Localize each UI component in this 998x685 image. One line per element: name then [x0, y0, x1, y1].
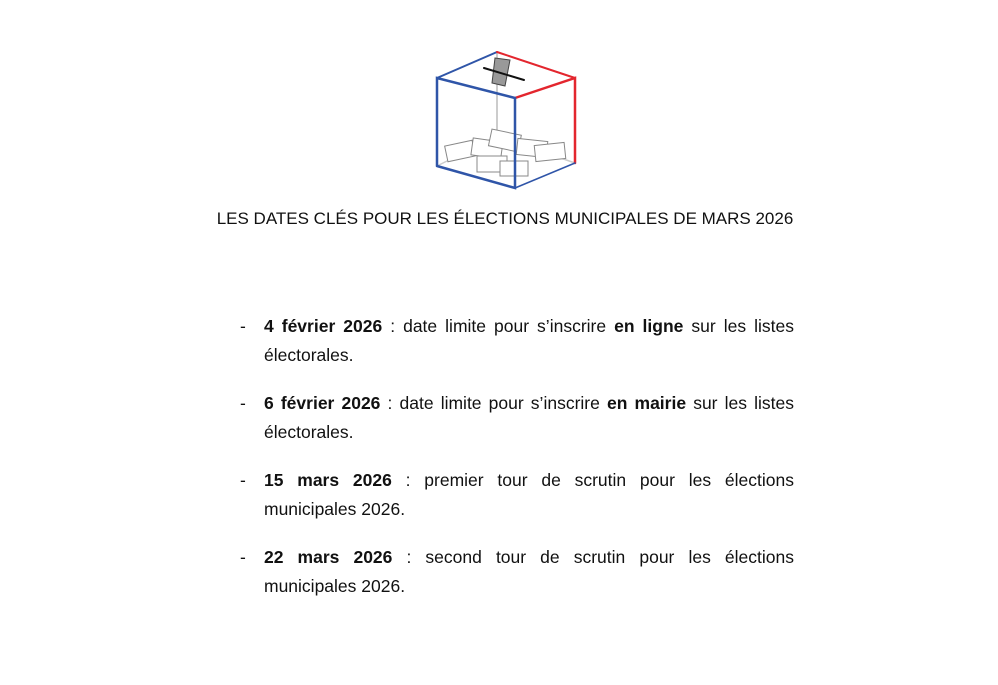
item-text: sur les listes électorales.: [264, 393, 794, 442]
date: 22 mars 2026: [264, 547, 393, 567]
item-text: : date limite pour s’inscrire: [380, 393, 607, 413]
dash-bullet: -: [240, 470, 246, 490]
dash-bullet: -: [240, 393, 246, 413]
dash-bullet: -: [240, 316, 246, 336]
key-dates-list: [240, 312, 794, 620]
list-item: [240, 312, 794, 370]
item-text: : premier tour de scrutin pour les élections municipales 2026.: [264, 470, 794, 519]
dash-bullet: -: [240, 547, 246, 567]
list-item: [240, 543, 794, 601]
page-title: LES DATES CLÉS POUR LES ÉLECTIONS MUNICIPALES DE MARS 2026: [216, 209, 794, 228]
item-emphasis: en ligne: [614, 316, 684, 336]
item-text: : date limite pour s’inscrire: [382, 316, 615, 336]
item-emphasis: en mairie: [606, 393, 687, 413]
date: 4 février 2026: [264, 316, 383, 336]
date: 15 mars 2026: [264, 470, 392, 490]
item-text: sur les listes électorales.: [264, 316, 794, 365]
list-item: [240, 389, 794, 447]
list-item: [240, 466, 794, 524]
date: 6 février 2026: [264, 393, 381, 413]
ballot-box-illustration: [432, 48, 582, 193]
item-text: : second tour de scrutin pour les élections municipales 2026.: [264, 547, 794, 596]
